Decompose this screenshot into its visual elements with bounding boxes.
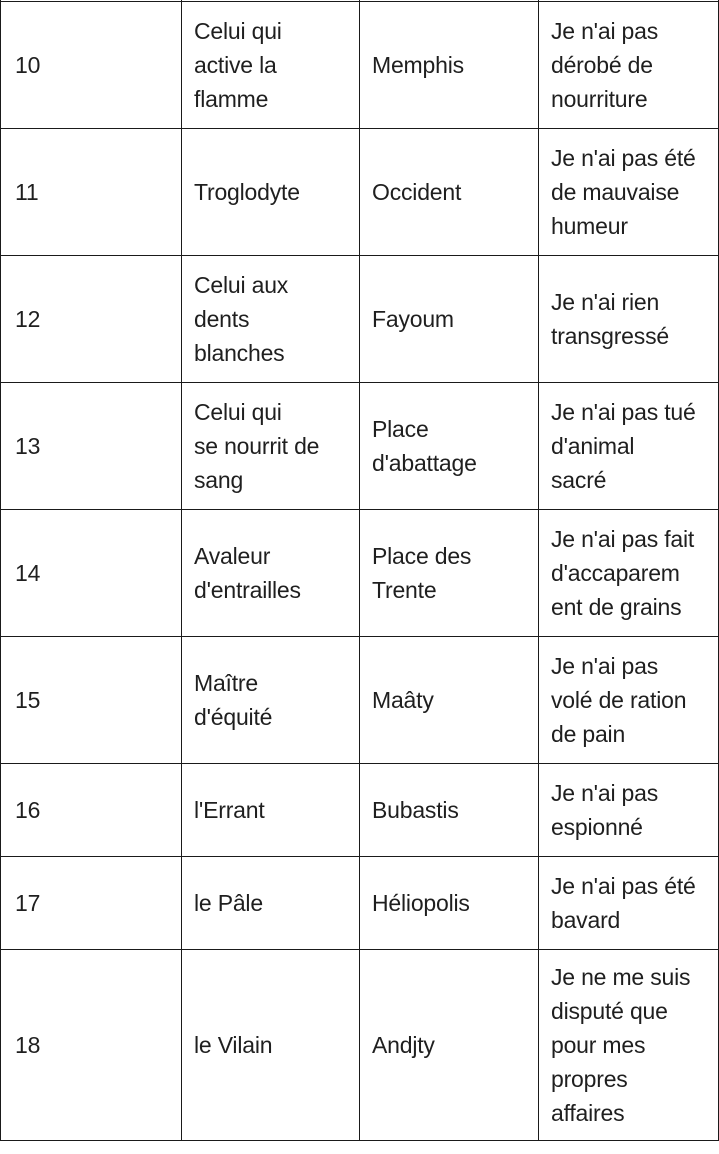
place-name: Fayoum xyxy=(360,256,539,383)
row-number: 14 xyxy=(1,510,182,637)
confession-text: Je n'ai pas été de mauvaise humeur xyxy=(539,129,719,256)
row-number: 18 xyxy=(1,950,182,1141)
row-number: 17 xyxy=(1,857,182,950)
deity-name: Celui qui active la flamme xyxy=(182,2,360,129)
place-name: Place d'abattage xyxy=(360,383,539,510)
confession-text: Je n'ai rien transgressé xyxy=(539,256,719,383)
table-row xyxy=(1,510,719,637)
row-number: 13 xyxy=(1,383,182,510)
confession-text: Je n'ai pas tué d'animal sacré xyxy=(539,383,719,510)
deity-name: l'Errant xyxy=(182,764,360,857)
table-row xyxy=(1,2,719,129)
table-row xyxy=(1,950,719,1141)
place-name: Memphis xyxy=(360,2,539,129)
table-row xyxy=(1,129,719,256)
table-row xyxy=(1,857,719,950)
deity-name: Troglodyte xyxy=(182,129,360,256)
deity-name: Celui aux dents blanches xyxy=(182,256,360,383)
confession-text: Je n'ai pas espionné xyxy=(539,764,719,857)
table-row xyxy=(1,637,719,764)
confession-text: Je n'ai pas dérobé de nourriture xyxy=(539,2,719,129)
place-name: Occident xyxy=(360,129,539,256)
row-number: 12 xyxy=(1,256,182,383)
deity-name: Celui qui se nourrit de sang xyxy=(182,383,360,510)
deity-name: Avaleur d'entrailles xyxy=(182,510,360,637)
place-name: Maâty xyxy=(360,637,539,764)
deity-name: Maître d'équité xyxy=(182,637,360,764)
confession-text: Je n'ai pas été bavard xyxy=(539,857,719,950)
place-name: Place des Trente xyxy=(360,510,539,637)
place-name: Bubastis xyxy=(360,764,539,857)
row-number: 15 xyxy=(1,637,182,764)
confession-text: Je n'ai pas volé de ration de pain xyxy=(539,637,719,764)
place-name: Andjty xyxy=(360,950,539,1141)
confession-text: Je n'ai pas fait d'accaparem ent de grains xyxy=(539,510,719,637)
table-row xyxy=(1,383,719,510)
deity-name: le Vilain xyxy=(182,950,360,1141)
table-row xyxy=(1,256,719,383)
row-number: 16 xyxy=(1,764,182,857)
place-name: Héliopolis xyxy=(360,857,539,950)
row-number: 10 xyxy=(1,2,182,129)
deity-name: le Pâle xyxy=(182,857,360,950)
table-row xyxy=(1,764,719,857)
row-number: 11 xyxy=(1,129,182,256)
confession-text: Je ne me suis disputé que pour mes propres affaires xyxy=(539,950,719,1141)
